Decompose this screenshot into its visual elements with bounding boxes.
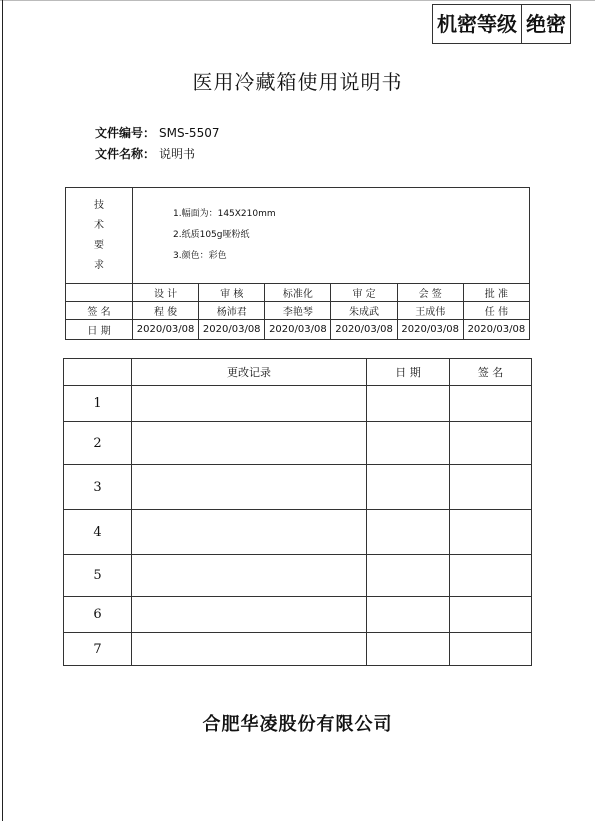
role-cell: 标准化 — [265, 284, 331, 302]
change-log-row — [64, 386, 532, 422]
change-log-header-row — [64, 359, 532, 386]
change-log-content-cell — [132, 597, 367, 633]
document-title: 医用冷藏箱使用说明书 — [192, 70, 403, 94]
change-log-row-number: 4 — [64, 510, 132, 555]
role-cell: 批 准 — [463, 284, 529, 302]
tech-requirement-line: 1.幅面为：145X210mm — [173, 209, 276, 219]
date-cell: 2020/03/08 — [397, 320, 463, 340]
change-log-title: 更改记录 — [132, 359, 367, 386]
change-log-signature-cell — [450, 386, 532, 422]
change-log-row — [64, 510, 532, 555]
role-cell: 审 核 — [199, 284, 265, 302]
approval-table — [65, 187, 530, 340]
tech-requirements-content — [133, 188, 530, 284]
file-name-label: 文件名称： — [95, 147, 156, 161]
change-log-row-number: 6 — [64, 597, 132, 633]
date-cell: 2020/03/08 — [199, 320, 265, 340]
file-code-value: SMS-5507 — [159, 126, 220, 140]
change-log-row-number: 2 — [64, 422, 132, 465]
change-log-row-number: 3 — [64, 465, 132, 510]
change-log-table — [63, 358, 532, 666]
confidentiality-value: 绝密 — [526, 12, 566, 36]
change-log-content-cell — [132, 510, 367, 555]
tech-label-char: 技 — [94, 199, 104, 211]
change-log-content-cell — [132, 386, 367, 422]
change-log-row — [64, 422, 532, 465]
change-log-date-cell — [367, 422, 450, 465]
confidentiality-label: 机密等级 — [433, 5, 522, 43]
role-cell: 会 签 — [397, 284, 463, 302]
change-log-signature-cell — [450, 633, 532, 666]
signature-cell: 任 伟 — [463, 302, 529, 320]
signature-cell: 李艳琴 — [265, 302, 331, 320]
change-log-date-cell — [367, 386, 450, 422]
signature-cell: 程 俊 — [133, 302, 199, 320]
change-log-date-cell — [367, 465, 450, 510]
role-cell: 设 计 — [133, 284, 199, 302]
signature-cell: 杨沛君 — [199, 302, 265, 320]
dates-row — [66, 320, 530, 340]
change-log-date-cell — [367, 510, 450, 555]
signature-cell: 王成伟 — [397, 302, 463, 320]
change-log-row-number: 1 — [64, 386, 132, 422]
change-log-signature-cell — [450, 555, 532, 597]
tech-label-char: 求 — [94, 259, 104, 271]
change-log-row-number: 7 — [64, 633, 132, 666]
change-log-date-cell — [367, 633, 450, 666]
date-cell: 2020/03/08 — [133, 320, 199, 340]
change-log-row — [64, 597, 532, 633]
tech-label-char: 要 — [94, 239, 104, 251]
change-log-signature-cell — [450, 465, 532, 510]
date-cell: 2020/03/08 — [331, 320, 397, 340]
change-log-date-cell — [367, 555, 450, 597]
change-log-content-cell — [132, 555, 367, 597]
change-log-date-header: 日 期 — [367, 359, 450, 386]
tech-label-char: 术 — [94, 219, 104, 231]
roles-row — [66, 284, 530, 302]
change-log-date-cell — [367, 597, 450, 633]
change-log-content-cell — [132, 633, 367, 666]
date-label: 日 期 — [66, 320, 133, 340]
change-log-row — [64, 555, 532, 597]
change-log-row-number: 5 — [64, 555, 132, 597]
change-log-number-header — [64, 359, 132, 386]
file-name-value: 说明书 — [159, 147, 196, 161]
file-name-row — [95, 145, 195, 162]
change-log-signature-cell — [450, 597, 532, 633]
file-code-label: 文件编号： — [95, 126, 156, 140]
signature-cell: 朱成武 — [331, 302, 397, 320]
change-log-row — [64, 633, 532, 666]
signatures-row — [66, 302, 530, 320]
change-log-content-cell — [132, 465, 367, 510]
roles-corner-cell — [66, 284, 133, 302]
tech-requirements-label — [66, 188, 133, 284]
tech-requirement-line: 3.颜色：彩色 — [173, 251, 227, 261]
role-cell: 审 定 — [331, 284, 397, 302]
date-cell: 2020/03/08 — [463, 320, 529, 340]
company-name: 合肥华凌股份有限公司 — [202, 714, 393, 735]
change-log-row — [64, 465, 532, 510]
change-log-content-cell — [132, 422, 367, 465]
change-log-signature-header: 签 名 — [450, 359, 532, 386]
tech-requirement-line: 2.纸质105g哑粉纸 — [173, 230, 250, 240]
signature-label: 签 名 — [66, 302, 133, 320]
page-left-border — [2, 0, 3, 821]
tech-requirements-row — [66, 188, 530, 284]
page-top-border — [0, 0, 595, 1]
date-cell: 2020/03/08 — [265, 320, 331, 340]
change-log-signature-cell — [450, 510, 532, 555]
confidentiality-box — [432, 4, 571, 44]
file-code-row — [95, 124, 219, 141]
change-log-signature-cell — [450, 422, 532, 465]
